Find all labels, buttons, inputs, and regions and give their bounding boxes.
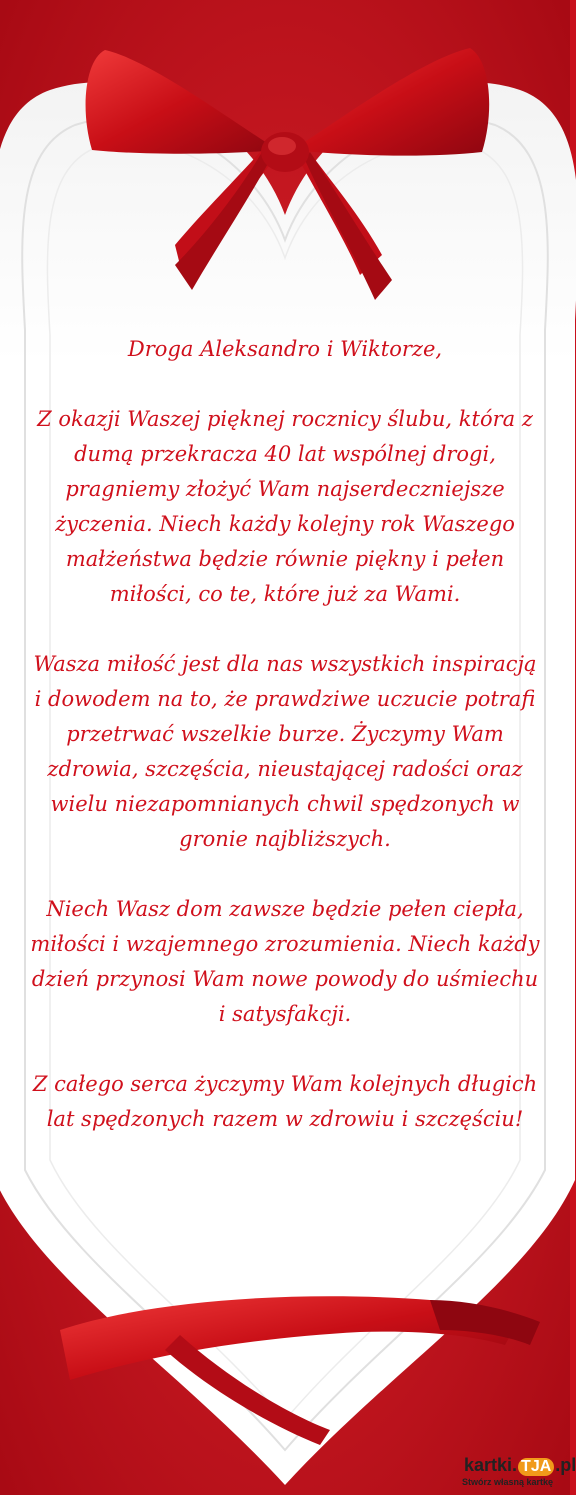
logo-brand-right: .pl — [555, 1455, 576, 1475]
greeting-text — [30, 332, 540, 1137]
logo-brand — [464, 1455, 576, 1476]
greeting-paragraph: Z całego serca życzymy Wam kolejnych długich lat spędzonych razem w zdrowiu i szczęściu! — [32, 1072, 538, 1131]
greeting-paragraph: Niech Wasz dom zawsze będzie pełen ciepła, miłości i wzajemnego zrozumienia. Niech każdy dzień przynosi Wam nowe powody do uśmiechu i satysfakcji. — [30, 897, 540, 1026]
greeting-paragraph: Wasza miłość jest dla nas wszystkich inspiracją i dowodem na to, że prawdziwe uczucie potrafi przetrwać wszelkie burze. Życzymy Wam zdrowia, szczęścia, nieustającej radości oraz wielu niezapomnianych chwil spędzonych w gronie najbliższych. — [33, 652, 537, 851]
logo-badge: TJA — [518, 1458, 554, 1476]
site-logo[interactable] — [458, 1453, 576, 1491]
logo-tagline: Stwórz własną kartkę — [462, 1477, 554, 1487]
greeting-salutation: Droga Aleksandro i Wiktorze, — [127, 337, 443, 361]
greeting-paragraph: Z okazji Waszej pięknej rocznicy ślubu, która z dumą przekracza 40 lat wspólnej drogi, pragniemy złożyć Wam najserdeczniejsze życzenia. Niech każdy kolejny rok Waszego małżeństwa będzie równie piękny i pełen miłości, co te, które już za Wami. — [37, 407, 533, 606]
logo-brand-left: kartki. — [464, 1455, 518, 1475]
